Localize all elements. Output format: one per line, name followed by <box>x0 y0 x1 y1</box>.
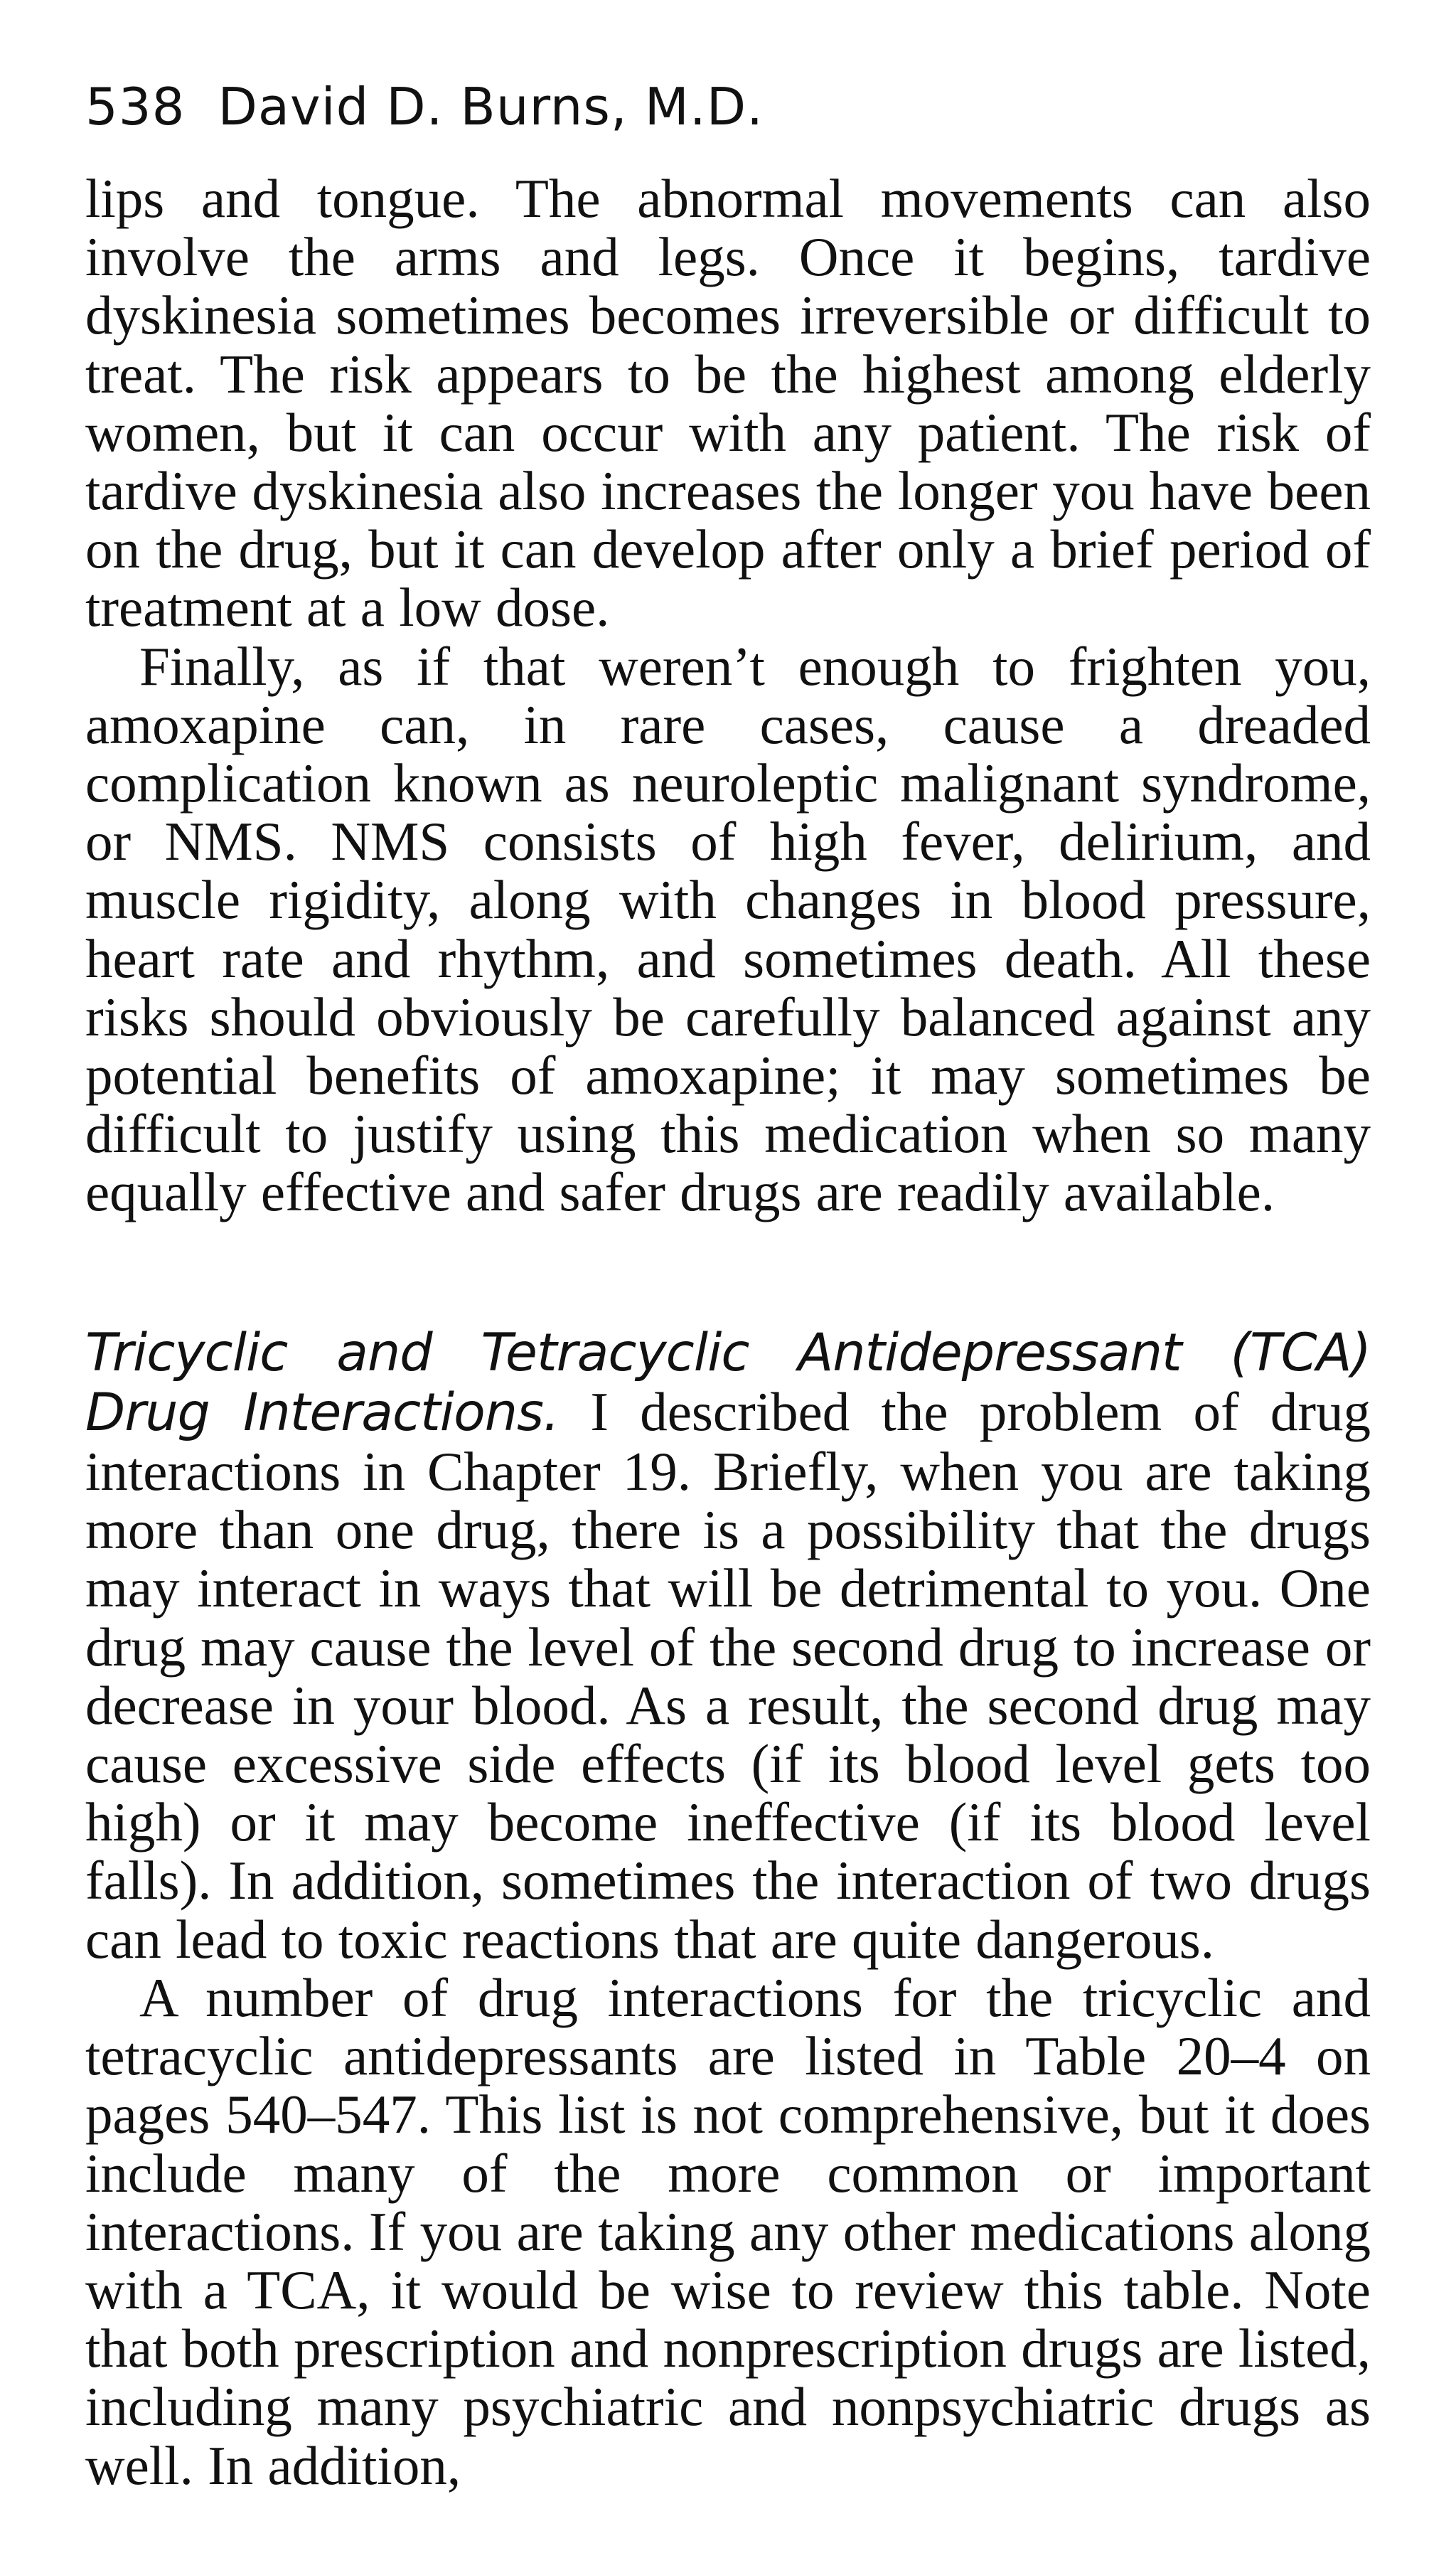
paragraph-table-reference: A number of drug interactions for the tricyclic and tetracyclic antidepressants are listed in Table 20–4 on pages 540–547. This list is not comprehensive, but it does include many of the more common or important interactions. If you are taking any other medications along with a TCA, it would be wise to review this table. Note that both prescription and nonprescription drugs are listed, including many psychiatric and nonpsychiatric drugs as well. In addition, <box>85 1966 1371 2496</box>
section-subhead: Tricyclic and Tetracyclic Antidepressant (TCA) Drug Interactions. <box>85 1322 1371 1443</box>
paragraph-tardive-dyskinesia: lips and tongue. The abnormal movements can also involve the arms and legs. Once it begins, tardive dyskinesia sometimes becomes irreversible or difficult to treat. The risk appears to be the highest among elderly women, but it can occur with any patient. The risk of tardive dyskinesia also increases the longer you have been on the drug, but it can develop after only a brief period of treatment at a low dose. <box>85 168 1371 639</box>
page-number: 538 <box>85 77 186 137</box>
paragraph-drug-interactions-text: I described the problem of drug interactions in Chapter 19. Briefly, when you are taking more than one drug, there is a possibility that the drugs may interact in ways that will be detrimental to you. One drug may cause the level of the second drug to increase or decrease in your blood. As a result, the second drug may cause excessive side effects (if its blood level gets too high) or it may become ineffective (if its blood level falls). In addition, sometimes the interaction of two drugs can lead to toxic reactions that are quite dangerous. <box>85 1380 1371 1970</box>
body-text <box>85 169 1371 2495</box>
running-head <box>85 71 764 142</box>
paragraph-drug-interactions <box>85 1323 1371 1968</box>
paragraph-nms: Finally, as if that weren’t enough to frighten you, amoxapine can, in rare cases, cause a dreaded complication known as neuroleptic malignant syndrome, or NMS. NMS consists of high fever, delirium, and muscle rigidity, along with changes in blood pressure, heart rate and rhythm, and sometimes death. All these risks should obviously be carefully balanced against any potential benefits of amoxapine; it may sometimes be difficult to justify using this medication when so many equally effective and safer drugs are readily available. <box>85 635 1371 1223</box>
running-title: David D. Burns, M.D. <box>218 77 764 137</box>
